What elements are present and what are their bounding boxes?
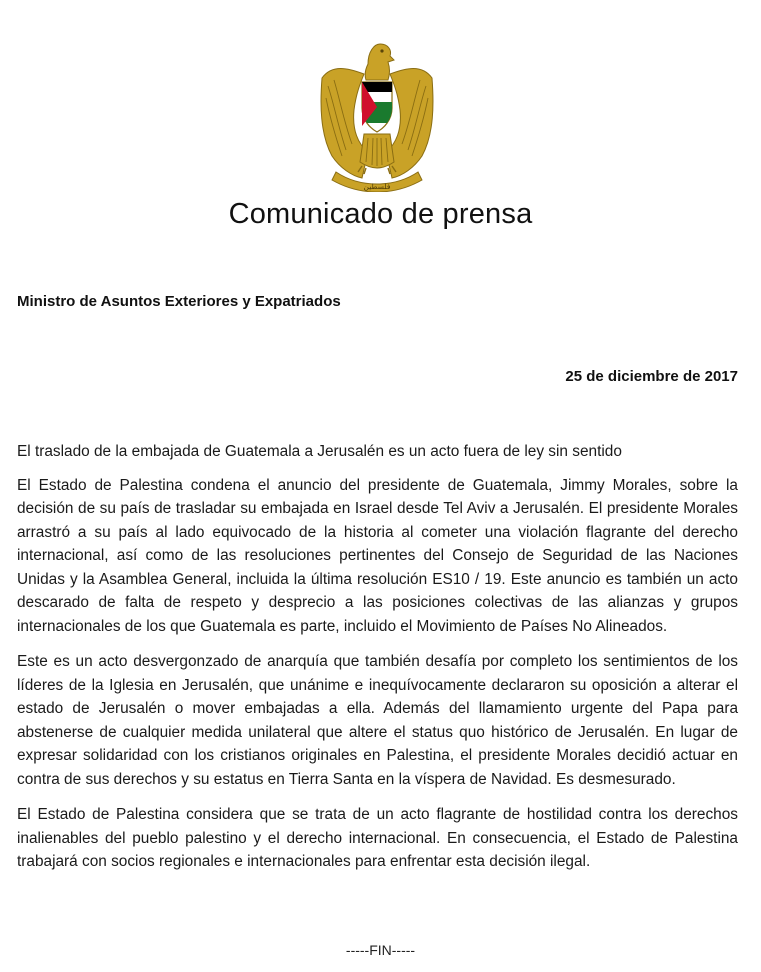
ministry-name: Ministro de Asuntos Exteriores y Expatriados [17, 293, 341, 310]
headline: El traslado de la embajada de Guatemala a Jerusalén es un acto fuera de ley sin sentido [17, 443, 622, 460]
eagle-body [365, 44, 394, 80]
emblem-script-text: فلسطين [363, 182, 391, 191]
end-mark: -----FIN----- [345, 942, 416, 958]
release-date: 25 de diciembre de 2017 [565, 368, 738, 385]
coat-of-arms-emblem [318, 34, 436, 192]
paragraph-1: El Estado de Palestina condena el anuncio del presidente de Guatemala, Jimmy Morales, sobre la decisión de su país de trasladar su embajada en Israel desde Tel Aviv a Jerusalén. El presidente Morales arrastró a su país al lado equivocado de la historia al cometer una violación flagrante del derecho internacional, así como de las resoluciones pertinentes del Consejo de Seguridad de las Naciones Unidas y la Asamblea General, incluida la última resolución ES10 / 19. Este anuncio es también un acto descarado de falta de respeto y desprecio a las posiciones colectivas de las alianzas y grupos internacionales de los que Guatemala es parte, incluido el Movimiento de Países No Alineados. [17, 476, 738, 635]
flag-shield [362, 82, 392, 132]
release-body [17, 440, 738, 886]
paragraph-2: Este es un acto desvergonzado de anarquía que también desafía por completo los sentimientos de los líderes de la Iglesia en Jerusalén, que unánime e inequívocamente declararon su oposición a alterar el estado de Jerusalén o mover embajadas a ella. Además del llamamiento urgente del Papa para abstenerse de cualquier medida unilateral que altere el status quo histórico de Jerusalén. En lugar de expresar solidaridad con los cristianos originales en Palestina, el presidente Morales decidió actuar en contra de sus derechos y su estatus en Tierra Santa en la víspera de Navidad. Es desmesurado. [17, 653, 738, 788]
page-title: Comunicado de prensa [228, 198, 533, 230]
paragraph-3: El Estado de Palestina considera que se trata de un acto flagrante de hostilidad contra los derechos inalienables del pueblo palestino y el derecho internacional. En consecuencia, el Estado de Palestina trabajará con socios regionales e internacionales para enfrentar esta decisión ilegal. [17, 806, 738, 870]
